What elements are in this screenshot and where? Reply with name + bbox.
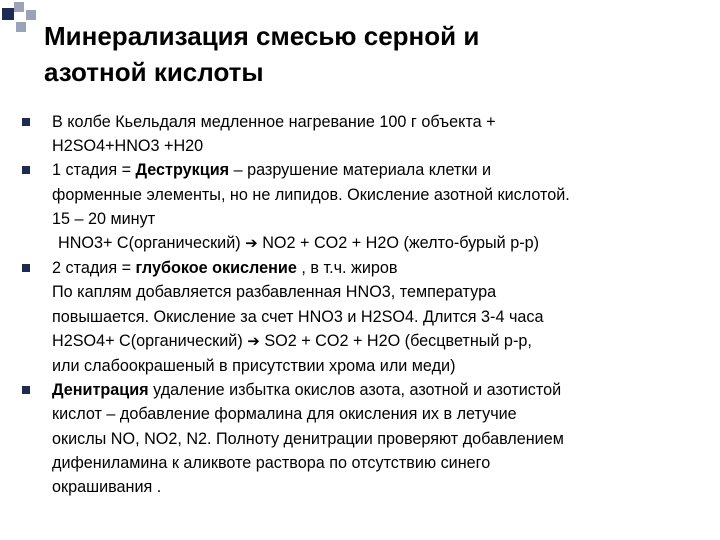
reaction-1 <box>22 231 702 256</box>
item1-line-1: В колбе Кьельдаля медленное нагревание 100 г объекта + <box>52 113 496 131</box>
item3-prefix: 2 стадия = <box>52 259 136 278</box>
item2-line-3: 15 – 20 минут <box>52 209 156 228</box>
reaction1-left: HNO3+ C(органический) <box>58 234 246 253</box>
square-bullet-icon <box>22 386 30 394</box>
deco-square-1 <box>2 8 14 20</box>
list-item-3 <box>22 256 702 378</box>
right-arrow-icon: ➔ <box>247 332 260 350</box>
title-line-2: азотной кислоты <box>44 57 264 87</box>
square-bullet-icon <box>22 118 30 126</box>
stage2-note-1: По каплям добавляется разбавленная HNO3, температура <box>52 283 497 302</box>
deco-square-4 <box>16 22 26 32</box>
reaction2-line-1 <box>52 329 702 354</box>
stage2-note-2: повышается. Окисление за счет HNO3 и H2SO4. Длится 3-4 часа <box>52 307 544 326</box>
item2-line-1 <box>52 158 702 182</box>
reaction1-right: NO2 + CO2 + H2O (желто-бурый р-р) <box>257 234 540 253</box>
list-item-4 <box>22 378 702 499</box>
item4-line-1 <box>52 378 702 402</box>
item4-line-3: окислы NO, NO2, N2. Полноту денитрации проверяют добавлением <box>52 429 564 448</box>
item4-bold: Денитрация <box>52 381 149 400</box>
square-bullet-icon <box>22 264 30 272</box>
title-line-1: Минерализация смесью серной и <box>44 21 480 51</box>
reaction1-line <box>52 231 702 256</box>
item3-rest: , в т.ч. жиров <box>296 259 398 278</box>
item3-bold: глубокое окисление <box>135 259 297 278</box>
slide-title <box>44 18 684 90</box>
item3-line-1 <box>52 256 702 280</box>
list-item-2 <box>22 158 702 231</box>
item1-line-2: H2SO4+HNO3 +H20 <box>52 137 204 156</box>
square-bullet-icon <box>22 166 30 174</box>
reaction2-line-2: или слабоокрашеный в присутствии хрома или меди) <box>52 357 456 376</box>
list-item-1 <box>22 110 702 158</box>
item4-line-2: кислот – добавление формалина для окисления их в летучие <box>52 405 517 424</box>
item4-line-5: окрашивания . <box>52 478 162 497</box>
item4-line-4: дифениламина к аликвоте раствора по отсутствию синего <box>52 453 491 472</box>
item2-prefix: 1 стадия = <box>52 161 136 180</box>
deco-square-3 <box>26 10 36 20</box>
item2-bold: Деструкция <box>135 161 230 180</box>
reaction2-left: H2SO4+ C(органический) <box>52 331 248 350</box>
item2-rest: – разрушение материала клетки и <box>229 161 491 180</box>
right-arrow-icon: ➔ <box>245 235 258 253</box>
slide-body <box>22 110 702 499</box>
deco-square-2 <box>14 2 24 12</box>
item4-rest: удаление избытка окислов азота, азотной и азотистой <box>148 381 562 400</box>
item2-line-2: форменные элементы, но не липидов. Окисление азотной кислотой. <box>52 185 570 204</box>
reaction2-right: SO2 + CO2 + H2O (бесцветный р-р, <box>259 331 532 350</box>
